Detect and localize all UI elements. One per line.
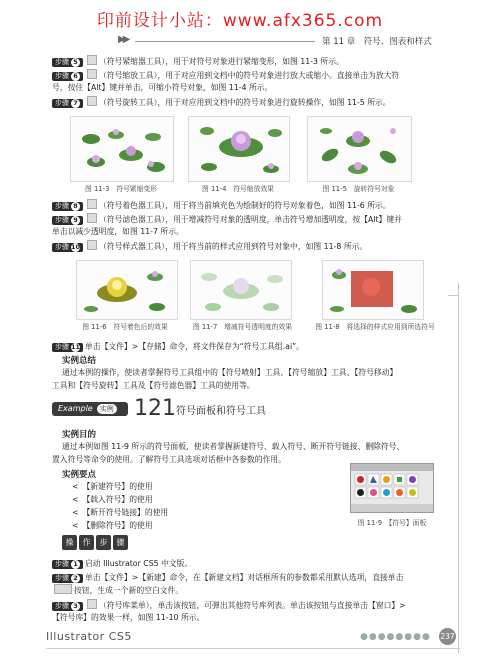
step-badge: 步骤 5 — [52, 58, 83, 67]
styled-lotus-image — [323, 261, 423, 319]
watermark-text: 印前设计小站：www.afx365.com — [96, 11, 384, 31]
header-arrows-icon: ▶▶ — [118, 34, 128, 45]
step-11: 步骤 11 单击【文件】>【存储】命令，将文件保存为“符号工具组.ai”。 — [52, 341, 452, 353]
caption-11-4: 图 11-4 符号缩放效果 — [202, 185, 274, 193]
symbols-panel-image — [351, 464, 433, 512]
point-item: < 【新建符号】的使用 — [72, 482, 153, 491]
step-10: 步骤 10 （符号样式器工具），用于将当前的样式应用到符号对象中，如图 11-8 所示。 — [52, 240, 452, 253]
caption-11-7: 图 11-7 增减符号透明度的效果 — [192, 323, 293, 331]
step-8: 步骤 8 （符号着色器工具），用于将当前填充色为绘制好的符号对象着色，如图 11-6 所示。 — [52, 199, 452, 212]
figure-11-7 — [190, 260, 292, 320]
example-number: 121 — [134, 396, 176, 421]
lotus-symbols-image — [308, 117, 411, 181]
purpose-line-1: 通过本例如图 11-9 所示的符号面板，使读者掌握新建符号、载入符号、断开符号链接、删除符号、 — [62, 442, 405, 451]
symbol-screener-icon — [87, 213, 97, 223]
figure-11-4 — [188, 116, 290, 182]
example-title: 符号面板和符号工具 — [176, 406, 266, 417]
step-badge: 步骤 9 — [52, 216, 83, 225]
stained-lotus-image — [77, 261, 177, 319]
transparent-lotus-image — [191, 261, 291, 319]
step-badge: 步骤 11 — [52, 343, 83, 352]
footer-product: Illustrator CS5 — [46, 630, 132, 643]
step-b1: 步骤 1 启动 Illustrator CS5 中文版。 — [52, 558, 452, 570]
lotus-symbols-image — [71, 117, 173, 181]
figure-11-9-symbols-panel — [350, 463, 434, 513]
step-badge: 步骤 10 — [52, 243, 83, 252]
figure-11-6 — [76, 260, 178, 320]
step-b3: 步骤 3 （符号库菜单），单击该按钮，可弹出其他符号库列表。单击该按钮与直接单击【窗口】> 【符号库】的效果一样，如图 11-10 所示。 — [52, 601, 406, 622]
summary-line-2: 工具和【符号旋转】工具及【符号滤色器】工具的使用等。 — [52, 381, 255, 390]
caption-11-5: 图 11-5 旋转符号对象 — [322, 185, 395, 193]
caption-11-9: 图 11-9 【符号】面板 — [357, 519, 427, 527]
footer-rule — [46, 648, 460, 649]
margin-tick — [448, 295, 458, 296]
margin-rule — [458, 283, 459, 653]
step-7: 步骤 7 （符号旋转工具），用于对应用到文档中的符号对象进行旋转操作，如图 11-5 所示。 — [52, 96, 452, 109]
figure-11-8 — [322, 260, 424, 320]
step-badge: 步骤 8 — [52, 202, 83, 211]
ok-button-icon — [54, 584, 72, 594]
summary-heading: 实例总结 — [62, 356, 97, 366]
step-badge: 步骤 1 — [52, 560, 83, 569]
figure-11-3 — [70, 116, 174, 182]
step-badge: 步骤 2 — [52, 574, 83, 583]
step-badge: 步骤 3 — [52, 602, 83, 611]
chapter-title: 第 11 章 符号、图表和样式 — [322, 37, 432, 47]
symbol-library-menu-icon — [87, 599, 97, 609]
caption-11-6: 图 11-6 符号着色后的效果 — [82, 323, 168, 331]
purpose-heading: 实例目的 — [62, 430, 97, 440]
lotus-symbols-image — [189, 117, 289, 181]
point-item: < 【删除符号】的使用 — [72, 521, 153, 530]
footer-dots: ●●●●●●●● — [360, 632, 431, 642]
symbol-spinner-icon — [87, 96, 97, 106]
example-badge: Example 实例 — [52, 402, 128, 416]
step-9: 步骤 9 （符号滤色器工具），用于增减符号对象的透明度，单击符号增加透明度，按【Alt】键并 单击以减少透明度，如图 11-7 所示。 — [52, 215, 402, 236]
caption-11-8: 图 11-8 将选择的样式应用到所选符号 — [315, 323, 435, 331]
step-b2: 步骤 2 单击【文件】>【新建】命令，在【新建文档】对话框所有的参数都采用默认选项，直接单击 按钮，生成一个新的空白文件。 — [52, 572, 452, 597]
page-number: 237 — [439, 628, 456, 645]
purpose-line-2: 置入符号等命令的使用。了解符号工具选项对话框中各参数的作用。 — [52, 455, 286, 464]
caption-11-3: 图 11-3 符号紧缩变形 — [85, 185, 157, 193]
symbol-scruncher-icon — [87, 55, 97, 65]
point-item: < 【载入符号】的使用 — [72, 495, 153, 504]
symbol-styler-icon — [87, 240, 97, 250]
operation-steps-banner: 操 作 步 骤 — [62, 530, 130, 550]
step-badge: 步骤 6 — [52, 72, 83, 81]
step-badge: 步骤 7 — [52, 99, 83, 108]
summary-line-1: 通过本例的操作，使读者掌握符号工具组中的【符号喷射】工具、【符号缩放】工具、【符号移动】 — [62, 368, 398, 377]
symbol-stainer-icon — [87, 199, 97, 209]
header-rule — [135, 41, 315, 42]
step-5: 步骤 5 （符号紧缩器工具），用于对符号对象进行紧缩变形，如图 11-3 所示。 — [52, 55, 452, 68]
step-6: 步骤 6 （符号缩放工具），用于对应用到文档中的符号对象进行放大或缩小。直接单击为放大符 号，按住【Alt】键并单击，可缩小符号对象，如图 11-4 所示。 — [52, 71, 400, 92]
symbol-sizer-icon — [87, 69, 97, 79]
points-heading: 实例要点 — [62, 470, 97, 480]
point-item: < 【断开符号链接】的使用 — [72, 508, 169, 517]
figure-11-5 — [307, 116, 412, 182]
